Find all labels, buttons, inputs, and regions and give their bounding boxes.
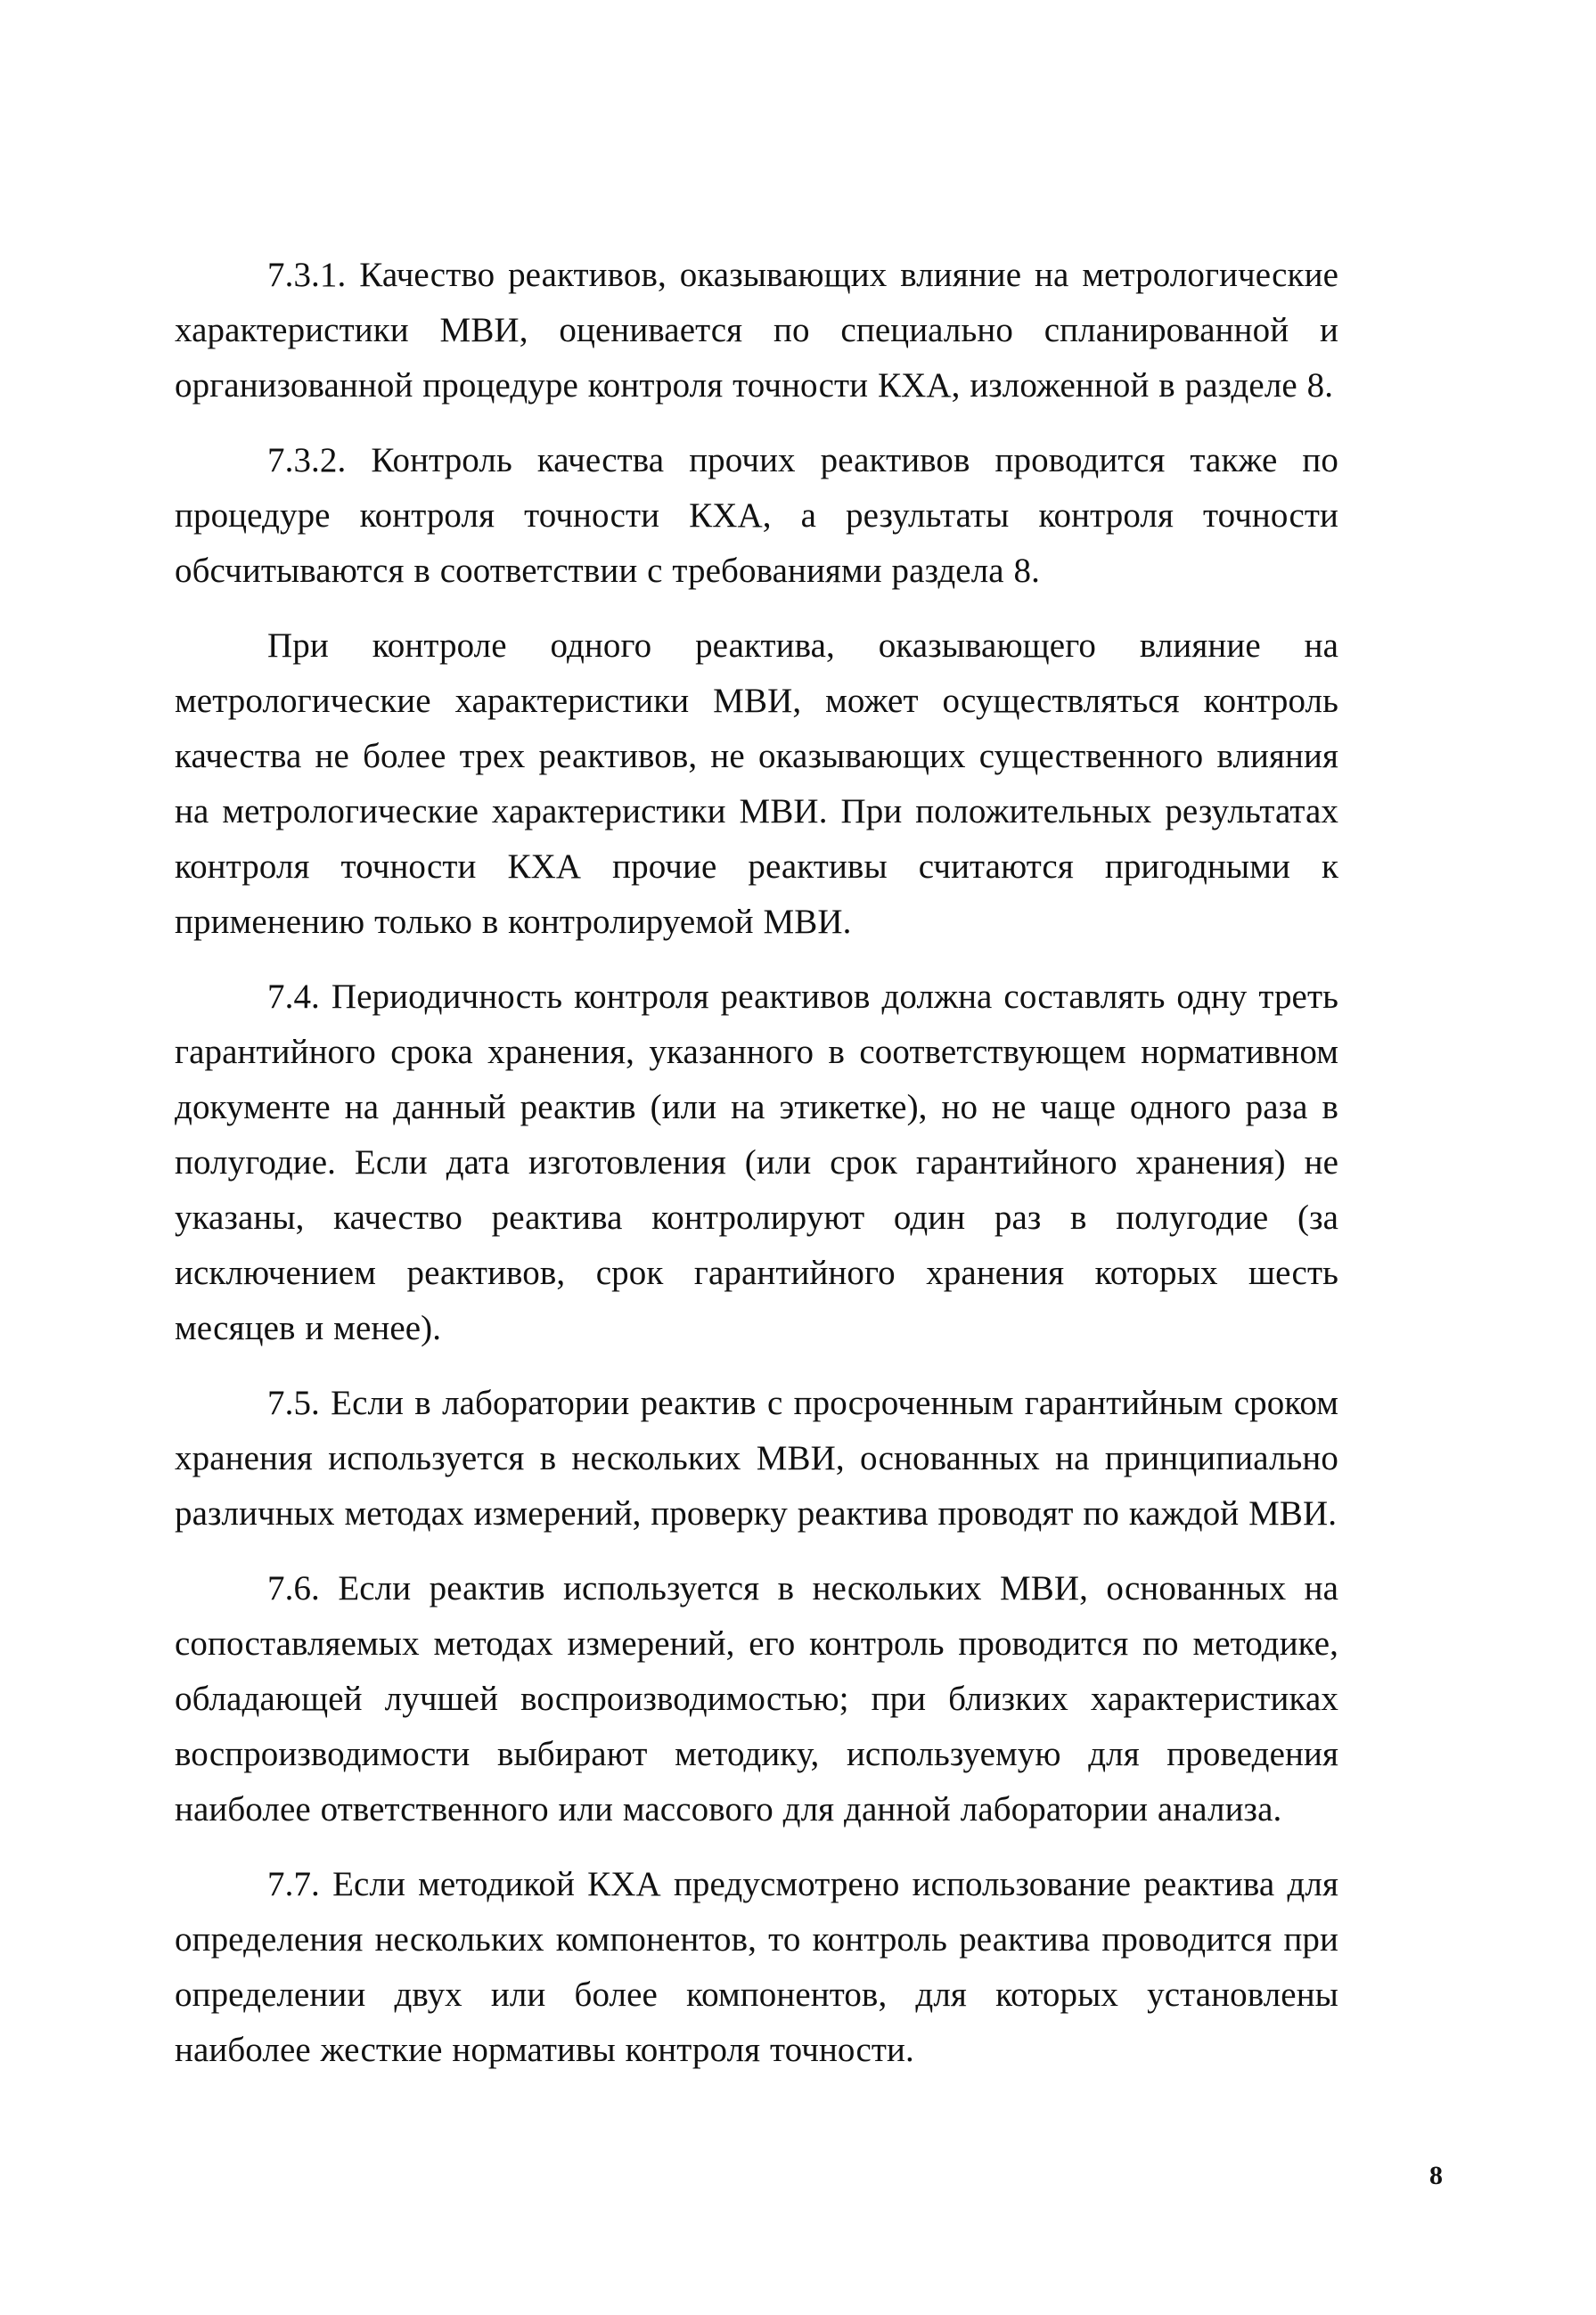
- paragraph-7-5: 7.5. Если в лаборатории реактив с просроченным гарантийным сроком хранения используется в нескольких МВИ, основанных на принципиально различных методах измерений, проверку реактива проводят по каждой МВИ.: [175, 1384, 1338, 1533]
- paragraph-7-4: 7.4. Периодичность контроля реактивов должна составлять одну треть гарантийного срока хранения, указанного в соответствующем нормативном документе на данный реактив (или на этикетке), но не чаще одного раза в полугодие. Если дата изготовления (или срок гарантийного хранения) не указаны, качество реактива контролируют один раз в полугодие (за исключением реактивов, срок гарантийного хранения которых шесть месяцев и менее).: [175, 978, 1338, 1347]
- paragraph-7-3-2: 7.3.2. Контроль качества прочих реактивов проводится также по процедуре контроля точности КХА, а результаты контроля точности обсчитываются в соответствии с требованиями раздела 8.: [175, 441, 1338, 590]
- document-body: [175, 248, 1338, 2098]
- paragraph-7-7: 7.7. Если методикой КХА предусмотрено использование реактива для определения нескольких компонентов, то контроль реактива проводится при определении двух или более компонентов, для которых установлены наиболее жесткие нормативы контроля точности.: [175, 1865, 1338, 2069]
- page-number: 8: [1429, 2161, 1443, 2190]
- paragraph-7-3-1: 7.3.1. Качество реактивов, оказывающих влияние на метрологические характеристики МВИ, оценивается по специально спланированной и организованной процедуре контроля точности КХА, изложенной в разделе 8.: [175, 256, 1338, 405]
- paragraph-7-6: 7.6. Если реактив используется в нескольких МВИ, основанных на сопоставляемых методах измерений, его контроль проводится по методике, обладающей лучшей воспроизводимостью; при близких характеристиках воспроизводимости выбирают методику, используемую для проведения наиболее ответственного или массового для данной лаборатории анализа.: [175, 1569, 1338, 1828]
- paragraph-reagent-control-note: При контроле одного реактива, оказывающего влияние на метрологические характеристики МВИ, может осуществляться контроль качества не более трех реактивов, не оказывающих существенного влияния на метрологические характеристики МВИ. При положительных результатах контроля точности КХА прочие реактивы считаются пригодными к применению только в контролируемой МВИ.: [175, 626, 1338, 941]
